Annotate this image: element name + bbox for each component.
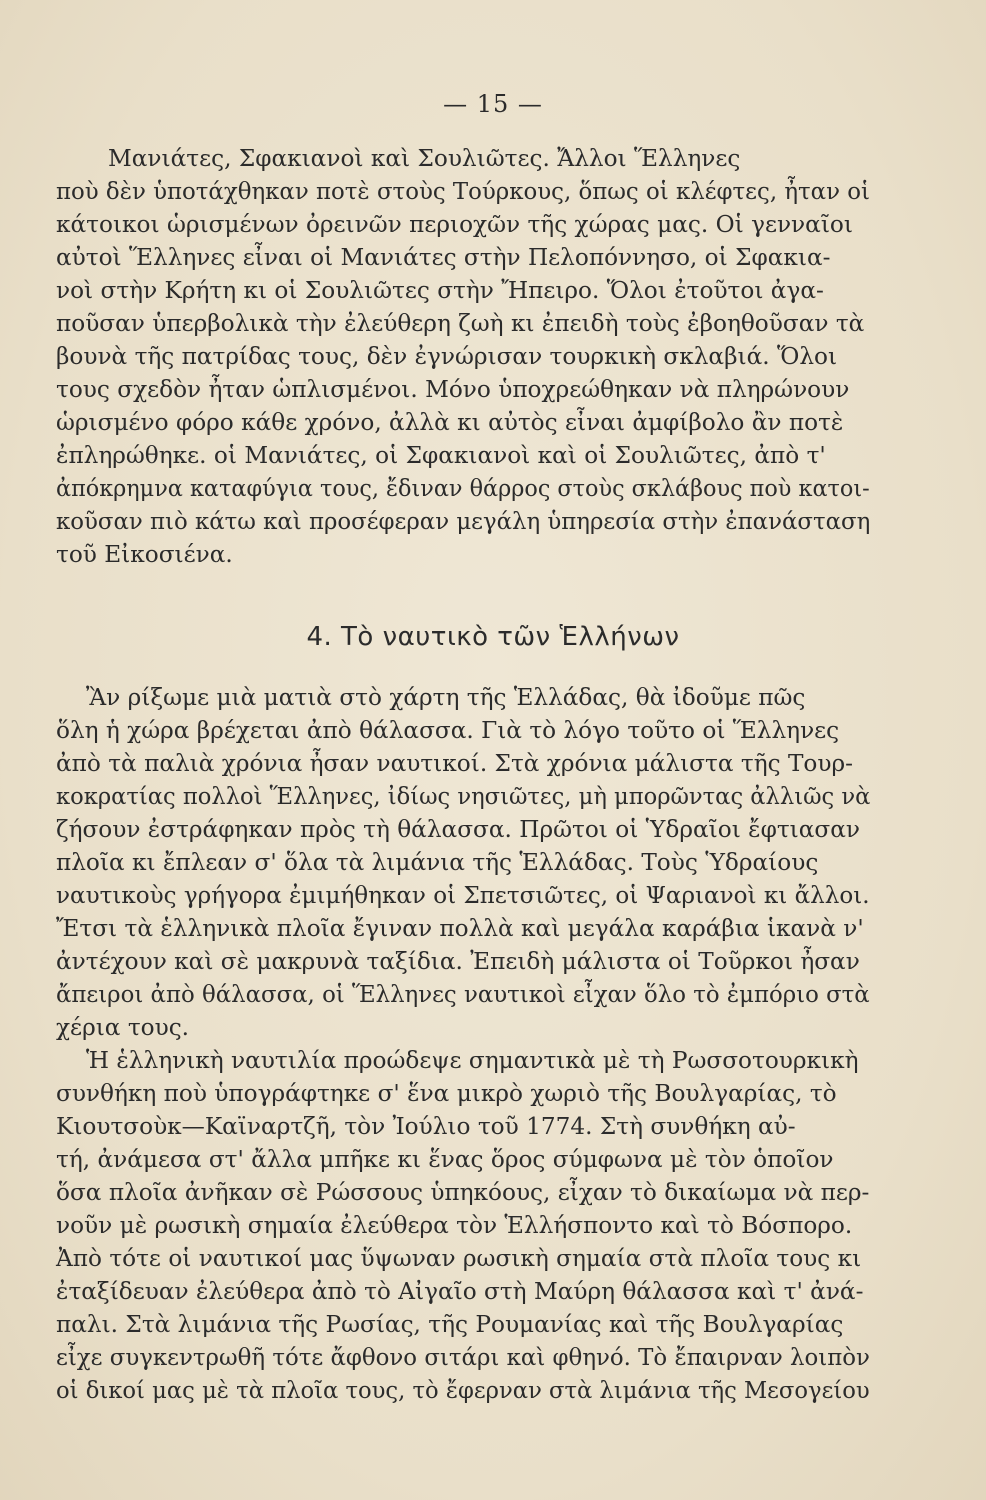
text-line: ποὺ δὲν ὑποτάχθηκαν ποτὲ στοὺς Τούρκους, ὅπως οἱ κλέφτες, ἦταν οἱ	[56, 178, 870, 205]
text-line: ζήσουν ἐστράφηκαν πρὸς τὴ θάλασσα. Πρῶτοι οἱ Ὑδραῖοι ἔφτιασαν	[56, 816, 861, 843]
text-line: χέρια τους.	[56, 1014, 190, 1041]
text-line: ἀπόκρημνα καταφύγια τους, ἔδιναν θάρρος στοὺς σκλάβους ποὺ κατοι-	[56, 475, 870, 502]
text-line: ἀντέχουν καὶ σὲ μακρυνὰ ταξίδια. Ἐπειδὴ μάλιστα οἱ Τοῦρκοι ἦσαν	[56, 948, 860, 975]
text-line: ἄπειροι ἀπὸ θάλασσα, οἱ Ἕλληνες ναυτικοὶ εἶχαν ὅλο τὸ ἐμπόριο στὰ	[56, 981, 870, 1008]
text-line: Ἀπὸ τότε οἱ ναυτικοί μας ὕψωναν ρωσικὴ σημαία στὰ πλοῖα τους κι	[56, 1245, 862, 1272]
section-heading: 4. Τὸ ναυτικὸ τῶν Ἑλλήνων	[306, 622, 680, 652]
text-line: τους σχεδὸν ἦταν ὡπλισμένοι. Μόνο ὑποχρεώθηκαν νὰ πληρώνουν	[56, 376, 850, 403]
text-line: ὅσα πλοῖα ἀνῆκαν σὲ Ρώσσους ὑπηκόους, εἶχαν τὸ δικαίωμα νὰ περ-	[56, 1179, 870, 1206]
text-line: Μανιάτες, Σφακιανοὶ καὶ Σουλιῶτες. Ἄλλοι Ἕλληνες	[108, 145, 741, 172]
text-line: ναυτικοὺς γρήγορα ἐμιμήθηκαν οἱ Σπετσιῶτες, οἱ Ψαριανοὶ κι ἄλλοι.	[56, 882, 870, 909]
text-line: τοῦ Εἰκοσιένα.	[56, 541, 233, 568]
text-line: ἐταξίδευαν ἐλεύθερα ἀπὸ τὸ Αἰγαῖο στὴ Μαύρη θάλασσα καὶ τ' ἀνά-	[56, 1278, 864, 1305]
text-line: κάτοικοι ὡρισμένων ὀρεινῶν περιοχῶν τῆς χώρας μας. Οἱ γενναῖοι	[56, 211, 853, 238]
text-line: ὅλη ἡ χώρα βρέχεται ἀπὸ θάλασσα. Γιὰ τὸ λόγο τοῦτο οἱ Ἕλληνες	[56, 717, 840, 744]
text-line: κοκρατίας πολλοὶ Ἕλληνες, ἰδίως νησιῶτες, μὴ μπορῶντας ἀλλιῶς νὰ	[56, 783, 871, 810]
text-line: ἀπὸ τὰ παλιὰ χρόνια ἦσαν ναυτικοί. Στὰ χρόνια μάλιστα τῆς Τουρ-	[56, 750, 853, 777]
text-line: ὡρισμένο φόρο κάθε χρόνο, ἀλλὰ κι αὐτὸς εἶναι ἀμφίβολο ἂν ποτὲ	[56, 409, 844, 436]
text-line: εἶχε συγκεντρωθῆ τότε ἄφθονο σιτάρι καὶ φθηνό. Τὸ ἔπαιρναν λοιπὸν	[56, 1344, 870, 1371]
text-line: Ἡ ἑλληνικὴ ναυτιλία προώδεψε σημαντικὰ μὲ τὴ Ρωσσοτουρκικὴ	[86, 1047, 859, 1074]
text-line: αὐτοὶ Ἕλληνες εἶναι οἱ Μανιάτες στὴν Πελοπόννησο, οἱ Σφακια-	[56, 244, 831, 271]
text-line: κοῦσαν πιὸ κάτω καὶ προσέφεραν μεγάλη ὑπηρεσία στὴν ἐπανάσταση	[56, 508, 871, 535]
text-line: Ἔτσι τὰ ἑλληνικὰ πλοῖα ἔγιναν πολλὰ καὶ μεγάλα καράβια ἱκανὰ ν'	[56, 915, 864, 942]
text-line: ποῦσαν ὑπερβολικὰ τὴν ἐλεύθερη ζωὴ κι ἐπειδὴ τοὺς ἐβοηθοῦσαν τὰ	[56, 310, 865, 337]
page-number: — 15 —	[443, 90, 543, 118]
text-line: παλι. Στὰ λιμάνια τῆς Ρωσίας, τῆς Ρουμανίας καὶ τῆς Βουλγαρίας	[56, 1311, 844, 1338]
text-line: βουνὰ τῆς πατρίδας τους, δὲν ἐγνώρισαν τουρκικὴ σκλαβιά. Ὅλοι	[56, 343, 838, 370]
text-line: Ἂν ρίξωμε μιὰ ματιὰ στὸ χάρτη τῆς Ἑλλάδας, θὰ ἰδοῦμε πῶς	[86, 684, 806, 711]
text-line: ἐπληρώθηκε. οἱ Μανιάτες, οἱ Σφακιανοὶ καὶ οἱ Σουλιῶτες, ἀπὸ τ'	[56, 442, 826, 469]
text-line: πλοῖα κι ἔπλεαν σ' ὅλα τὰ λιμάνια τῆς Ἑλλάδας. Τοὺς Ὑδραίους	[56, 849, 819, 876]
text-line: Κιουτσοὺκ—Καϊναρτζῆ, τὸν Ἰούλιο τοῦ 1774. Στὴ συνθήκη αὐ-	[56, 1113, 796, 1140]
text-line: νοὶ στὴν Κρήτη κι οἱ Σουλιῶτες στὴν Ἤπειρο. Ὅλοι ἐτοῦτοι ἀγα-	[56, 277, 824, 304]
text-line: νοῦν μὲ ρωσικὴ σημαία ἐλεύθερα τὸν Ἑλλήσποντο καὶ τὸ Βόσπορο.	[56, 1212, 853, 1239]
text-line: συνθήκη ποὺ ὑπογράφτηκε σ' ἕνα μικρὸ χωριὸ τῆς Βουλγαρίας, τὸ	[56, 1080, 837, 1107]
text-line: τή, ἀνάμεσα στ' ἄλλα μπῆκε κι ἕνας ὅρος σύμφωνα μὲ τὸν ὁποῖον	[56, 1146, 834, 1173]
text-line: οἱ δικοί μας μὲ τὰ πλοῖα τους, τὸ ἔφερναν στὰ λιμάνια τῆς Μεσογείου	[56, 1377, 870, 1404]
